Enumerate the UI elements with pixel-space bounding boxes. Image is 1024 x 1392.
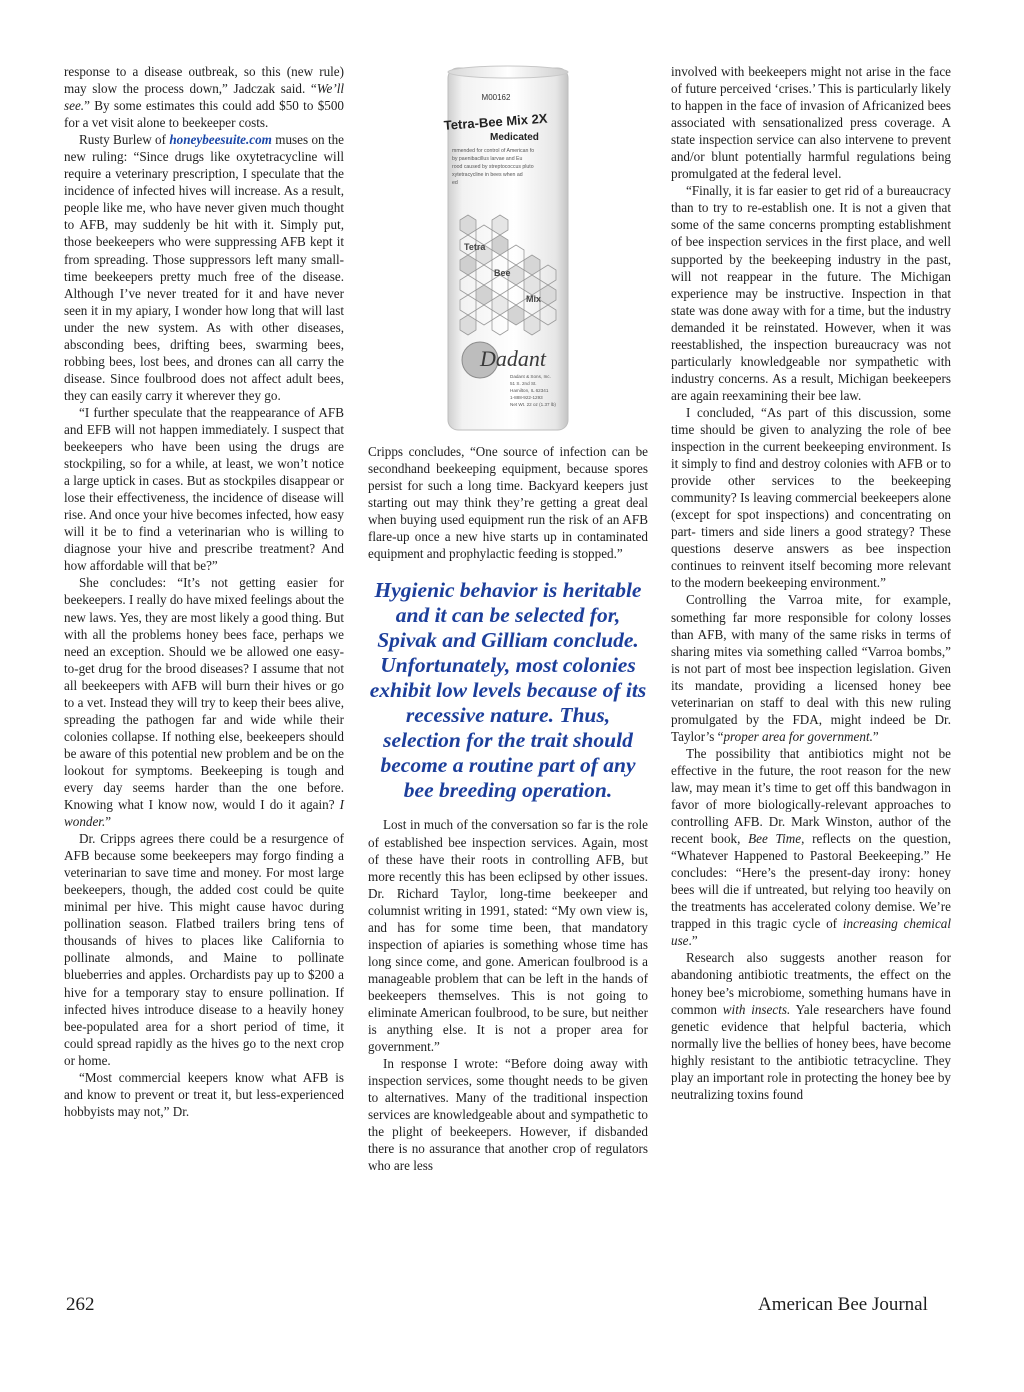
honeycomb-letters-tetra: Tetra [464,242,486,252]
text-run: Rusty Burlew of [79,132,170,148]
paragraph: I concluded, “As part of this discussion, some time should be given to analyzing the role of bee inspection in the current beekeeping environment. Is it simply to find and destroy colonies with AFB or to provide other services to the beekeeping community? Is leaving commercial beekeepers alone (except for spot inspections) and concentrating on part- timers and side liners a good strategy? These questions deserve answers as bee inspection continues to reinvent itself becoming more relevant to the modern beekeeping environment.” [671,404,951,591]
product-medicated: Medicated [490,132,539,143]
paragraph: involved with beekeepers might not arise in the face of future perceived ‘crises.’ This is particularly likely to happen in the face of invasion of Africanized bees associated with sensationalized press coverage. A state inspection service can also intervene to prevent and/or blunt potentially harmful regulations being promulgated at the federal level. [671,64,951,182]
text-run: Controlling the Varroa mite, for example, something far more responsible for colony losses than AFB, with many of the same risks in terms of sharing mites via something called “Varroa bombs,” is not part of most bee inspection legislation. Given its mandate, providing a licensed honey bee veterinarian on staff to deal with this new ruling promulgated by the FDA, might indeed be Dr. Taylor’s “ [671,592,951,744]
paragraph: Cripps concludes, “One source of infection can be secondhand beekeeping equipment, because spores persist for such a long time. Backyard keepers just starting out may think they’re getting a great deal when buying used equipment run the risk of an AFB flare-up once a new hive starts up in contaminated equipment and prophylactic feeding is stopped.” [368,444,648,562]
product-photo [440,60,576,438]
maker-logo: Dadant [480,346,546,371]
label-line-4: xytetracycline in bees when ad [452,172,523,178]
pull-quote: Hygienic behavior is heritable and it can be selected for, Spivak and Gilliam conclude. Unfortunately, most colonies exhibit low levels because of its recessive nature. Thus, selection for the trait should become a routine part of any bee breeding operation. [369,578,647,802]
italic-text: increasing chemical use [671,916,951,949]
journal-name: American Bee Journal [758,1294,928,1315]
paragraph: “Most commercial keepers know what AFB is and know to prevent or treat it, but less-experienced hobbyists may not,” Dr. [64,1069,344,1119]
italic-text: Bee Time [748,831,802,847]
column-right [671,63,951,1103]
text-run: response to a disease outbreak, so this (new rule) may slow the process down,” Jadczak said. “ [64,64,344,97]
text-run: ” [872,728,879,744]
maker-line-3: Hamilton, IL 62341 [510,388,549,393]
paragraph [671,591,951,744]
text-run: , reflects on the question, “Whatever Happened to Pastoral Beekeeping.” He concludes: “Here’s the present-day irony: honey bees will die if untreated, but relying too heavily on the treatments has accelerated colony demise. We’re trapped in this tragic cycle of [671,831,951,932]
maker-line-2: 51 S. 2nd St. [510,381,537,386]
italic-text: proper area for government. [723,728,873,744]
italic-text: with insects. [722,1001,791,1017]
italic-text: I wonder. [64,797,344,830]
paragraph [64,131,344,404]
text-run: The possibility that antibiotics might not be effective in the future, the root reason for the new law, may mean it’s time to get off this bandwagon in favor of more biologically-relevant approaches to controlling AFB. Dr. Mark Winston, author of the recent book, [671,745,951,847]
label-line-2: by paenibacillus larvae and Eu [452,156,523,162]
text-run: She concludes: “It’s not getting easier for beekeepers. I really do have mixed feelings about the new laws. Yes, they are most likely a good thing. But with all the problems honey bees face, perhaps we need an exception. Should we be allowed one easy-to-get drug for the brood diseases? I assume that not all beekeepers with AFB will burn their hives or go to a vet. Instead they will try to keep their bees alive, spreading the pathogen far and wide while their colonies collapse. If nothing else, beekeepers should be aware of this potential new problem and be on the lookout for symptoms. Beekeeping is tough and every day seems harder than the one before. Knowing what I know now, would I do it again? [64,575,344,813]
label-line-1: mmended for control of American fo [452,148,535,154]
text-run: .” [688,933,698,949]
paragraph: “Finally, it is far easier to get rid of a bureaucracy than to try to re-establish one. It is not a given that some of the same concerns prompting establishment of bee inspection services in the first place, and well supported by the beekeeping industry in the past, will not reappear in the future. The Michigan experience may be instructive. Inspection in that state was done away with for a time, but the industry demanded it be reinstated. However, when it was reestablished, the inspection bureaucracy was not particularly knowledgeable nor sympathetic with industry concerns. As a result, Michigan beekeepers are again reexamining their bee law. [671,183,951,403]
product-brand: Tetra-Bee Mix 2X [443,110,548,133]
paragraph: Lost in much of the conversation so far is the role of established bee inspection services. Again, most of these have their roots in controlling AFB, but more recently this has been eclipsed by other issues. Dr. Richard Taylor, long-time beekeeper and columnist writing in 1991, stated: “My own view is, and has for some time been, that mandatory inspection of apiaries is something whose time has long since come, and gone. American foulbrood is a manageable problem that can be left in the hands of beekeepers themselves. This is not going to eliminate American foulbrood, to be sure, but neither is anything else. It is not a proper area for government.” [368,817,648,1055]
text-run: ” [105,814,112,830]
honeycomb-letters-mix: Mix [526,294,542,304]
text-run: Yale researchers have found genetic evidence that helpful bacteria, which normally live the bellies of honey bees, have become highly resistant to the antibiotic tetracycline. They play an important role in protecting the honey bee by neutralizing toxins found [671,1001,951,1102]
website-link[interactable]: honeybeesuite.com [169,132,272,148]
paragraph [671,745,951,950]
honeycomb-letters-bee: Bee [494,268,511,278]
paragraph: Dr. Cripps agrees there could be a resurgence of AFB because some beekeepers may forgo finding a veterinarian to save time and money. For most large beekeepers, though, the added cost could be quite minimal per hive. This might cause havoc during pollination season. Flatbed trailers bring tens of thousands of hives to places like California to pollinate almonds, and Maine to pollinate blueberries and apples. Orchardists pay up to $200 a hive for a temporary stay to ensure pollination. If infected hives introduce disease to a heavily honey bee-populated area for a short period of time, it could spread rapidly as the hives go to the next crop or home. [64,831,344,1068]
paragraph: In response I wrote: “Before doing away with inspection services, some thought needs to be given to alternatives. Many of the traditional inspection services are knowledgeable about and sympathetic to the plight of beekeepers. However, if disbanded there is no assurance that another crop of regulators who are less [368,1056,648,1174]
text-run: muses on the new ruling: “Since drugs like oxytetracycline will require a veterinary prescription, I speculate that the incidence of infected hives will increase. As a result, people like me, who have never given much thought to AFB, may suddenly be hit with it. Simply put, those beekeepers who were suppressing AFB kept it from spreading. Those suppressors left many small-time beekeepers pretty much free of the disease. Although I’ve never treated for it and have never seen it in my apiary, I wonder how long that will last under the new system. As with other diseases, absconding bees, drifting bees, swarming bees, robbing bees, lost bees, and drones can all carry the disease. Since foulbrood does not affect adult bees, they can easily carry it wherever they go. [64,132,344,403]
text-run: Research also suggests another reason for abandoning antibiotic treatments, the effect on the honey bee’s microbiome, something humans have in common [671,950,951,1017]
maker-line-5: Net Wt. 22 oz (1.37 lb) [510,402,556,407]
page-number: 262 [66,1294,95,1315]
paragraph [671,949,951,1102]
paragraph [64,574,344,830]
column-left [64,63,344,1120]
paragraph: “I further speculate that the reappearance of AFB and EFB will not happen immediately. I suspect that beekeepers who have been using the drugs are stockpiling, so for a while, at least, we won’t notice a large uptick in cases. But as stockpiles disappear or lose their effectiveness, the incidence of disease will rise. And once your hive becomes infected, how easy will it be to find a veterinarian who is willing to diagnose your hive and prescribe treatment? And how affordable will that be?” [64,404,344,574]
paragraph [64,63,344,131]
product-code: M00162 [481,93,511,102]
label-line-5: ed [452,180,458,186]
column-middle [368,443,648,1174]
maker-line-1: Dadant & Sons, Inc. [510,374,551,379]
maker-line-4: 1-888-922-1293 [510,395,543,400]
label-line-3: rood caused by streptococcus pluto [452,164,534,170]
italic-text: We’ll see. [64,81,344,114]
text-run: ” By some estimates this could add $50 to $500 for a vet visit alone to beekeeper costs. [64,98,344,131]
